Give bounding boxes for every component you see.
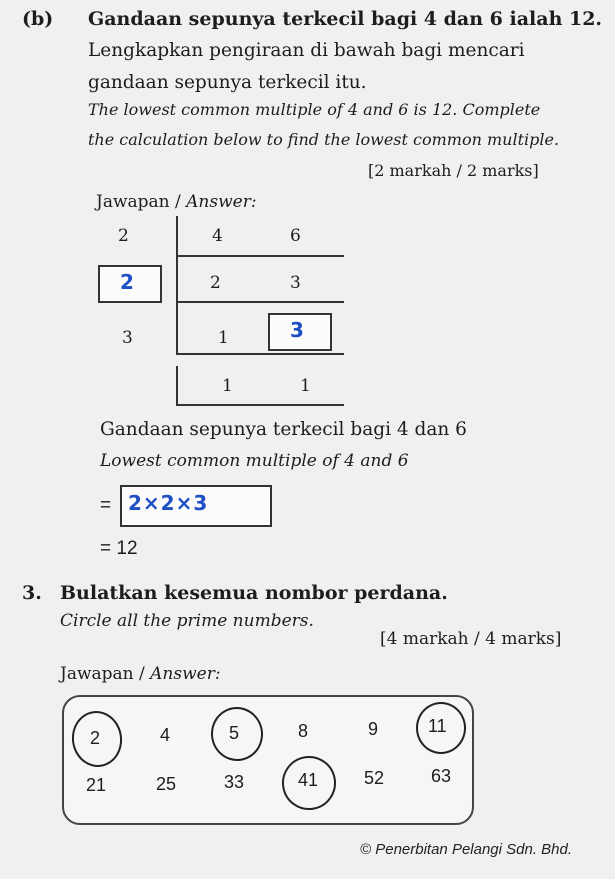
dividend-a-3: 1	[218, 328, 229, 348]
ladder-hline-3	[176, 353, 344, 355]
marks-label: [2 markah / 2 marks]	[368, 161, 539, 180]
prime-circle-11[interactable]	[416, 702, 466, 754]
malay-question-line1: Gandaan sepunya terkecil bagi 4 dan 6 ialah 12.	[88, 8, 603, 30]
number-cell: 4	[160, 725, 171, 745]
number-cell: 2	[90, 728, 101, 748]
question-3-malay: Bulatkan kesemua nombor perdana.	[60, 582, 448, 604]
divisor-3: 3	[122, 328, 133, 348]
answer-label: Jawapan / Answer:	[96, 192, 257, 212]
english-question-line1: The lowest common multiple of 4 and 6 is 12. Complete	[88, 100, 541, 119]
equals-sign: =	[100, 495, 112, 516]
number-cell: 9	[368, 719, 379, 739]
dividend-b-2: 3	[290, 273, 301, 293]
ladder-vline-4	[176, 366, 178, 406]
dividend-a-2: 2	[210, 273, 221, 293]
result-malay: Gandaan sepunya terkecil bagi 4 dan 6	[100, 419, 467, 440]
number-cell: 5	[229, 723, 240, 743]
number-cell: 52	[364, 768, 385, 788]
number-cell: 8	[298, 721, 309, 741]
number-cell: 21	[86, 775, 107, 795]
handwritten-divisor-2: 2	[120, 270, 134, 294]
part-label: (b)	[22, 8, 54, 30]
number-cell: 33	[224, 772, 245, 792]
prime-numbers-panel	[62, 695, 474, 825]
final-answer: = 12	[100, 538, 138, 559]
final-b: 1	[300, 376, 311, 396]
ladder-hline-2	[176, 301, 344, 303]
ladder-hline-1	[176, 255, 344, 257]
question-3-marks: [4 markah / 4 marks]	[380, 629, 562, 649]
number-cell: 25	[156, 774, 177, 794]
dividend-a-1: 4	[212, 226, 223, 246]
question-3-number: 3.	[22, 582, 42, 604]
english-question-line2: the calculation below to find the lowest common multiple.	[88, 130, 560, 149]
final-a: 1	[222, 376, 233, 396]
ladder-vline-1	[176, 216, 178, 256]
ladder-vline-3	[176, 302, 178, 354]
dividend-b-1: 6	[290, 226, 301, 246]
number-cell: 63	[431, 766, 452, 786]
question-3-english: Circle all the prime numbers.	[60, 611, 314, 631]
ladder-vline-2	[176, 256, 178, 302]
malay-question-line3: gandaan sepunya terkecil itu.	[88, 72, 367, 93]
divisor-1: 2	[118, 226, 129, 246]
handwritten-quotient-3: 3	[290, 318, 304, 342]
copyright-footer: © Penerbitan Pelangi Sdn. Bhd.	[360, 841, 573, 858]
number-cell: 11	[428, 716, 447, 736]
question-3-answer-label: Jawapan / Answer:	[60, 664, 221, 684]
handwritten-product: 2×2×3	[128, 491, 209, 515]
result-english: Lowest common multiple of 4 and 6	[100, 451, 409, 471]
number-cell: 41	[298, 770, 319, 790]
ladder-hline-4	[176, 404, 344, 406]
malay-question-line2: Lengkapkan pengiraan di bawah bagi mencari	[88, 40, 525, 61]
